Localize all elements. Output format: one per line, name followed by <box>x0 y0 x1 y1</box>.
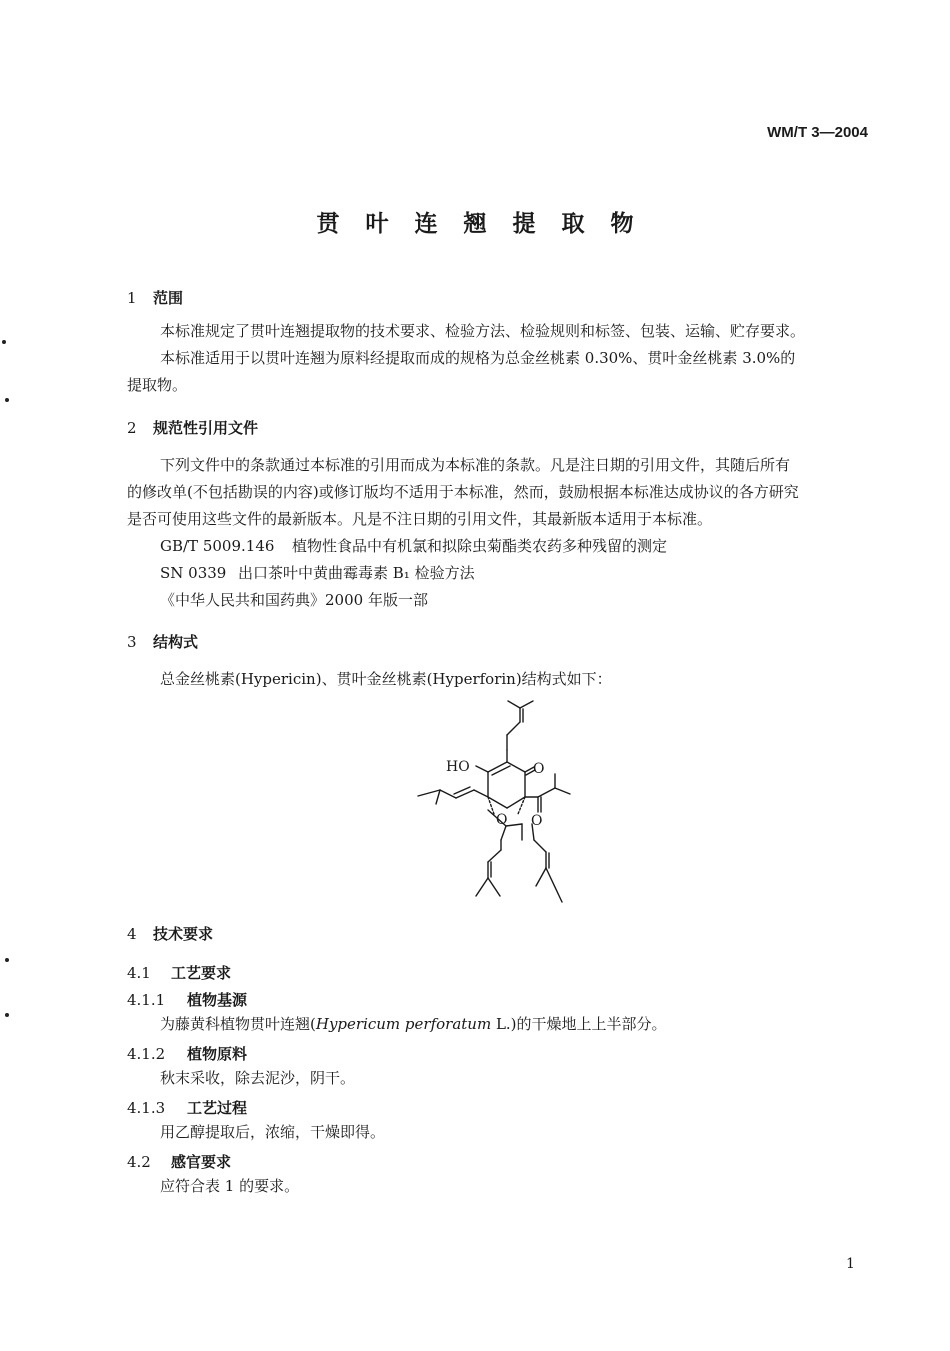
section-4-1-3-text: 用乙醇提取后，浓缩，干燥即得。 <box>160 1123 386 1141</box>
section-1-heading <box>127 287 183 308</box>
section-4-1-1-heading <box>127 989 247 1010</box>
section-2-paragraph-line-1: 下列文件中的条款通过本标准的引用而成为本标准的条款。凡是注日期的引用文件，其随后所有 <box>160 456 791 474</box>
section-title: 感官要求 <box>171 1153 232 1171</box>
section-4-2-text: 应符合表 1 的要求。 <box>160 1177 300 1195</box>
section-title: 工艺要求 <box>171 964 232 982</box>
text-segment: L.)的干燥地上上半部分。 <box>491 1015 667 1033</box>
section-number: 4 <box>127 925 137 943</box>
reference-title: 出口茶叶中黄曲霉毒素 B₁ 检验方法 <box>238 564 475 582</box>
section-number: 4.1 <box>127 964 151 982</box>
section-title: 结构式 <box>153 633 199 651</box>
isobutyryl-oxygen-label: O <box>531 813 543 829</box>
section-2-heading <box>127 417 258 438</box>
reference-item <box>160 587 428 614</box>
section-title: 植物基源 <box>187 991 248 1009</box>
page-number: 1 <box>846 1256 855 1272</box>
section-title: 规范性引用文件 <box>153 419 259 437</box>
section-4-1-3-heading <box>127 1097 247 1118</box>
section-number: 1 <box>127 289 137 307</box>
section-number: 4.1.1 <box>127 991 166 1009</box>
scan-mark <box>2 340 6 344</box>
section-title: 植物原料 <box>187 1045 248 1063</box>
section-2-paragraph-line-3: 是否可使用这些文件的最新版本。凡是不注日期的引用文件，其最新版本适用于本标准。 <box>127 510 713 528</box>
section-4-2-heading <box>127 1151 231 1172</box>
scan-mark <box>5 398 9 402</box>
section-title: 工艺过程 <box>187 1099 248 1117</box>
reference-title: 植物性食品中有机氯和拟除虫菊酯类农药多种残留的测定 <box>292 537 668 555</box>
section-4-heading <box>127 923 213 944</box>
section-number: 3 <box>127 633 137 651</box>
section-number: 2 <box>127 419 137 437</box>
section-2-paragraph-line-2: 的修改单(不包括勘误的内容)或修订版均不适用于本标准，然而，鼓励根据本标准达成协议的各方研究 <box>127 483 799 501</box>
section-number: 4.1.2 <box>127 1045 166 1063</box>
section-1-paragraph-2-line-1: 本标准适用于以贯叶连翘为原料经提取而成的规格为总金丝桃素 0.30%、贯叶金丝桃素 3.0%的 <box>160 349 796 367</box>
page-title: 贯叶连翘提取物 <box>316 210 660 237</box>
section-1-paragraph-1: 本标准规定了贯叶连翘提取物的技术要求、检验方法、检验规则和标签、包装、运输、贮存要求。 <box>160 322 806 340</box>
reference-title: 《中华人民共和国药典》2000 年版一部 <box>160 591 428 609</box>
latin-species-name: Hypericum perforatum <box>315 1015 492 1033</box>
reference-code: SN 0339 <box>160 564 227 582</box>
section-number: 4.2 <box>127 1153 151 1171</box>
reference-item <box>160 560 475 587</box>
scan-mark <box>5 1013 9 1017</box>
text-segment: 为藤黄科植物贯叶连翘( <box>160 1015 316 1033</box>
section-3-heading <box>127 631 198 652</box>
section-4-1-heading <box>127 962 231 983</box>
scan-mark <box>5 958 9 962</box>
reference-code: GB/T 5009.146 <box>160 537 275 555</box>
section-1-paragraph-2-line-2: 提取物。 <box>127 376 188 394</box>
section-4-1-2-heading <box>127 1043 247 1064</box>
section-number: 4.1.3 <box>127 1099 166 1117</box>
bridge-ketone-oxygen-label: O <box>496 812 508 828</box>
section-title: 技术要求 <box>153 925 214 943</box>
ketone-oxygen-label: O <box>533 761 545 777</box>
hydroxyl-label: HO <box>446 759 470 775</box>
section-title: 范围 <box>153 289 184 307</box>
reference-item <box>160 533 667 560</box>
section-4-1-1-text <box>160 1011 667 1038</box>
section-4-1-2-text: 秋末采收，除去泥沙，阴干。 <box>160 1069 356 1087</box>
section-3-paragraph: 总金丝桃素(Hypericin)、贯叶金丝桃素(Hyperforin)结构式如下： <box>160 670 612 688</box>
standard-code: WM/T 3—2004 <box>767 124 868 141</box>
hyperforin-structure-diagram <box>410 700 585 910</box>
